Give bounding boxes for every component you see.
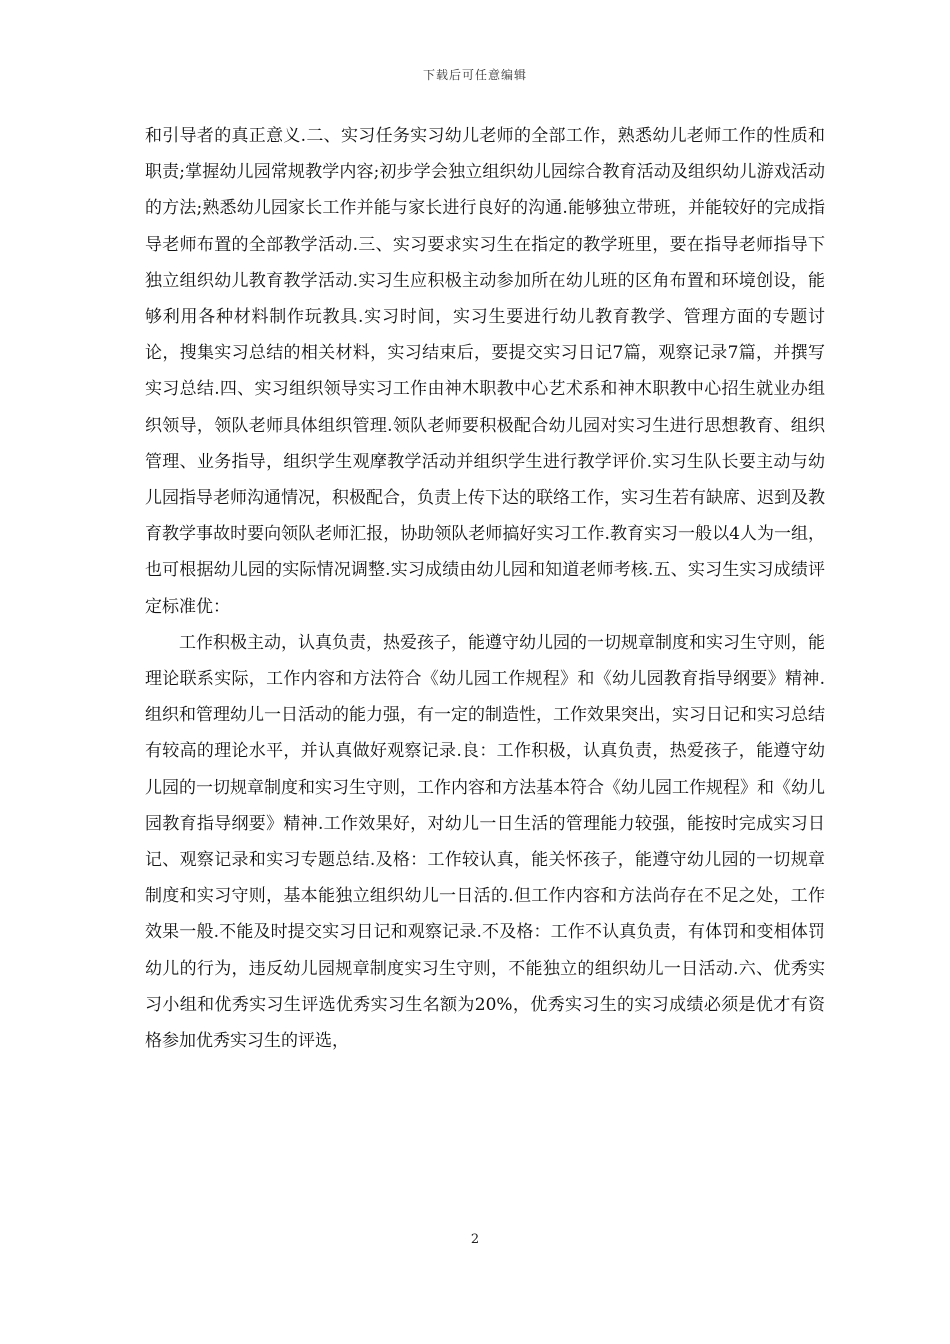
page-number: 2	[470, 1232, 480, 1247]
body-paragraph: 工作积极主动，认真负责，热爱孩子，能遵守幼儿园的一切规章制度和实习生守则，能理论联系实际，工作内容和方法符合《幼儿园工作规程》和《幼儿园教育指导纲要》精神.组织和管理幼儿一日活动的能力强，有一定的制造性，工作效果突出，实习日记和实习总结有较高的理论水平，并认真做好观察记录.良：工作积极，认真负责，热爱孩子，能遵守幼儿园的一切规章制度和实习生守则，工作内容和方法基本符合《幼儿园工作规程》和《幼儿园教育指导纲要》精神.工作效果好，对幼儿一日生活的管理能力较强，能按时完成实习日记、观察记录和实习专题总结.及格：工作较认真，能关怀孩子，能遵守幼儿园的一切规章制度和实习守则，基本能独立组织幼儿一日活的.但工作内容和方法尚存在不足之处，工作效果一般.不能及时提交实习日记和观察记录.不及格：工作不认真负责，有体罚和变相体罚幼儿的行为，违反幼儿园规章制度实习生守则，不能独立的组织幼儿一日活动.六、优秀实习小组和优秀实习生评选优秀实习生名额为20%，优秀实习生的实习成绩必须是优才有资格参加优秀实习生的评选，	[145, 632, 825, 1052]
body-paragraph: 和引导者的真正意义.二、实习任务实习幼儿老师的全部工作，熟悉幼儿老师工作的性质和职责;掌握幼儿园常规教学内容;初步学会独立组织幼儿园综合教育活动及组织幼儿游戏活动的方法;熟悉幼儿园家长工作并能与家长进行良好的沟通.能够独立带班，并能较好的完成指导老师布置的全部教学活动.三、实习要求实习生在指定的教学班里，要在指导老师指导下独立组织幼儿教育教学活动.实习生应积极主动参加所在幼儿班的区角布置和环境创设，能够利用各种材料制作玩教具.实习时间，实习生要进行幼儿教育教学、管理方面的专题讨论，搜集实习总结的相关材料，实习结束后，要提交实习日记7篇，观察记录7篇，并撰写实习总结.四、实习组织领导实习工作由神木职教中心艺术系和神木职教中心招生就业办组织领导，领队老师具体组织管理.领队老师要积极配合幼儿园对实习生进行思想教育、组织管理、业务指导，组织学生观摩教学活动并组织学生进行教学评价.实习生队长要主动与幼儿园指导老师沟通情况，积极配合，负责上传下达的联络工作，实习生若有缺席、迟到及教育教学事故时要向领队老师汇报，协助领队老师搞好实习工作.教育实习一般以4人为一组，也可根据幼儿园的实际情况调整.实习成绩由幼儿园和知道老师考核.五、实习生实习成绩评定标准优：	[145, 126, 825, 617]
page-header: 下载后可任意编辑	[422, 68, 527, 82]
document-body	[145, 118, 825, 1059]
